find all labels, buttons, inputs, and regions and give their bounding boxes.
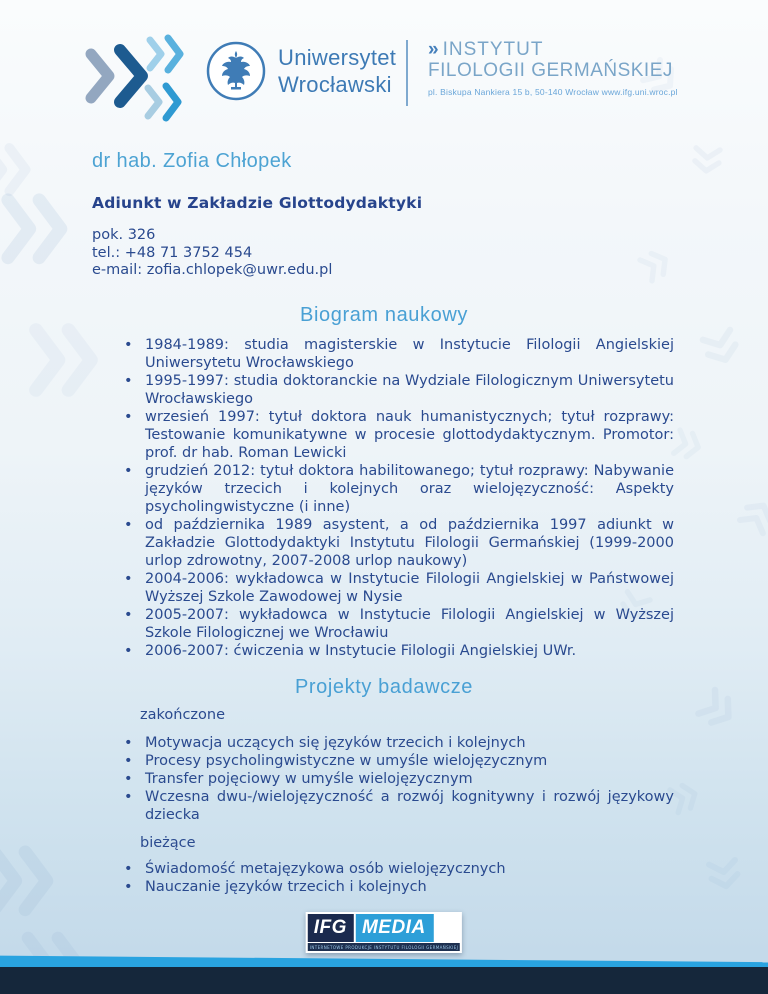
project-item: • Wczesna dwu-/wielojęzyczność a rozwój kognitywny i rozwój językowy dziecka xyxy=(122,788,674,824)
person-position: Adiunkt w Zakładzie Glottodydaktyki xyxy=(92,194,423,212)
project-item: • Transfer pojęciowy w umyśle wielojęzycznym xyxy=(122,770,674,788)
university-name xyxy=(278,44,396,98)
contact-block xyxy=(92,227,332,280)
footer-navy-bar xyxy=(0,967,768,994)
institute-title-line2: FILOLOGII GERMAŃSKIEJ xyxy=(428,60,673,81)
phone-number: tel.: +48 71 3752 454 xyxy=(92,244,253,261)
email-address: e-mail: zofia.chlopek@uwr.edu.pl xyxy=(92,262,333,278)
institute-title-line1: » INSTYTUT xyxy=(428,39,544,60)
biogram-section-title: Biogram naukowy xyxy=(300,304,468,326)
projects-current-list xyxy=(122,860,674,896)
biogram-item: • wrzesień 1997: tytuł doktora nauk humanistycznych; tytuł rozprawy: Testowanie komunikatywne w procesie glottodydaktycznym. Promotor: prof. dr hab. Roman Lewicki xyxy=(122,408,674,462)
ifg-chevrons-logo-icon xyxy=(84,34,184,124)
ifg-media-logo xyxy=(306,912,462,953)
institute-block xyxy=(428,40,708,97)
footer-blue-stripe xyxy=(0,954,768,968)
projects-completed-label: zakończone xyxy=(140,707,226,723)
project-item: • Nauczanie języków trzecich i kolejnych xyxy=(122,878,674,896)
projects-section-title: Projekty badawcze xyxy=(294,676,474,698)
biogram-list xyxy=(122,336,674,660)
projects-completed-list xyxy=(122,734,674,824)
project-item: • Procesy psycholingwistyczne w umyśle wielojęzycznym xyxy=(122,752,674,770)
biogram-item: • 2006-2007: ćwiczenia w Instytucie Filologii Angielskiej UWr. xyxy=(122,642,674,660)
ifg-media-logo-ifg: IFG xyxy=(308,914,354,942)
biogram-item: • 1984-1989: studia magisterskie w Instytucie Filologii Angielskiej Uniwersytetu Wrocławskiego xyxy=(122,336,674,372)
project-item: • Świadomość metajęzykowa osób wielojęzycznych xyxy=(122,860,674,878)
biogram-item: • 2005-2007: wykładowca w Instytucie Filologii Angielskiej w Wyższej Szkole Filologicznej we Wrocławiu xyxy=(122,606,674,642)
projects-current-label: bieżące xyxy=(140,835,196,851)
institute-address: pl. Biskupa Nankiera 15 b, 50-140 Wrocław www.ifg.uni.wroc.pl xyxy=(428,87,678,97)
project-item: • Motywacja uczących się języków trzecich i kolejnych xyxy=(122,734,674,752)
chevron-right-icon: » xyxy=(428,39,440,60)
biogram-item: • grudzień 2012: tytuł doktora habilitowanego; tytuł rozprawy: Nabywanie języków trzecich i kolejnych oraz wielojęzyczność: Aspekty psycholingwistyczne (i inne) xyxy=(122,462,674,516)
ifg-media-tagline: INTERNETOWE PRODUKCJE INSTYTUTU FILOLOGII GERMAŃSKIEJ xyxy=(309,944,459,950)
university-name-line2: Wrocławski xyxy=(278,72,392,97)
biogram-item: • od października 1989 asystent, a od października 1997 adiunkt w Zakładzie Glottodydaktyki Instytutu Filologii Germańskiej (1999-2000 urlop zdrowotny, 2007-2008 urlop naukowy) xyxy=(122,516,674,570)
biogram-item: • 2004-2006: wykładowca w Instytucie Filologii Angielskiej w Państwowej Wyższej Szkole Zawodowej w Nysie xyxy=(122,570,674,606)
page-header xyxy=(0,0,768,130)
ifg-media-logo-media: MEDIA xyxy=(356,914,434,942)
university-seal-icon xyxy=(205,40,267,102)
university-name-line1: Uniwersytet xyxy=(278,45,397,70)
room-number: pok. 326 xyxy=(92,227,156,243)
person-name: dr hab. Zofia Chłopek xyxy=(92,150,292,172)
header-divider xyxy=(406,40,408,106)
biogram-item: • 1995-1997: studia doktoranckie na Wydziale Filologicznym Uniwersytetu Wrocławskiego xyxy=(122,372,674,408)
